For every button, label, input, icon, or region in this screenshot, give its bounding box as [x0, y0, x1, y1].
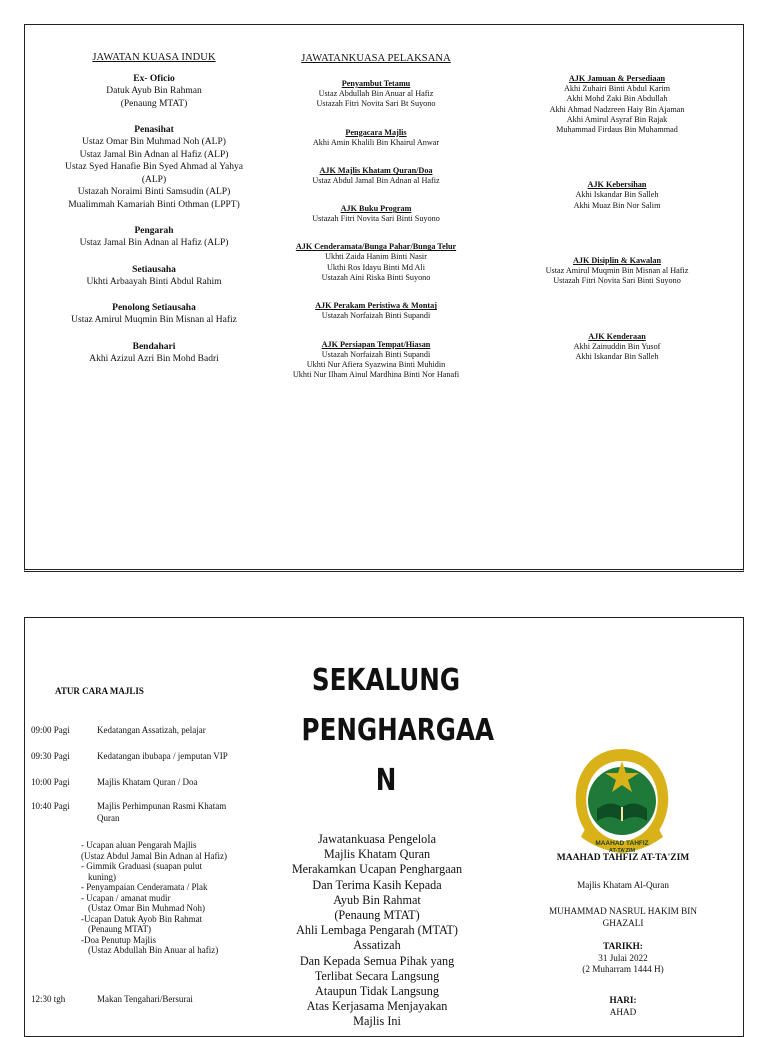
committee-member: Muhammad Firdaus Bin Muhammad	[556, 125, 678, 135]
schedule-desc: Kedatangan ibubapa / jemputan VIP	[97, 751, 228, 761]
committee-member: Akhi Iskandar Bin Salleh	[575, 190, 659, 200]
date-label: TARIKH:	[603, 941, 643, 951]
committee-member: Ustazah Noraimi Binti Samsudin (ALP)	[77, 187, 231, 197]
sub-item: - Penyampaian Cenderamata / Plak	[81, 882, 208, 892]
committee-member: Akhi Mohd Zaki Bin Abdullah	[566, 94, 668, 104]
sub-item: (Ustaz Abdullah Bin Anuar al hafiz)	[88, 945, 219, 955]
committee-role-heading: Penolong Setiausaha	[112, 303, 196, 313]
committee-section	[33, 225, 275, 250]
committee-section	[33, 124, 275, 211]
committee-role-heading: AJK Majlis Khatam Quran/Doa	[319, 165, 433, 175]
committee-role-heading: Bendahari	[132, 341, 176, 352]
schedule-desc: Majlis Khatam Quran / Doa	[97, 777, 198, 787]
institution-name: MAAHAD TAHFIZ AT-TA'ZIM	[556, 853, 690, 863]
committee-role-heading: Setiausaha	[132, 264, 176, 275]
ajk-column	[499, 25, 735, 406]
committee-member: (ALP)	[141, 174, 167, 185]
program-page	[24, 617, 744, 1037]
committee-section	[33, 73, 275, 110]
committee-member: Ukhti Arbaayah Binti Abdul Rahim	[86, 276, 222, 287]
committee-member: Ustazah Fitri Novita Sari Binti Suyono	[553, 276, 681, 286]
committee-member: Datuk Ayub Bin Rahman	[106, 86, 202, 96]
committee-section	[33, 341, 275, 366]
committee-member: Ukhti Zaida Hanim Binti Nasir	[325, 252, 427, 262]
student-name	[501, 906, 745, 929]
committee-member: Ustaz Amirul Muqmin Bin Misnan al Hafiz	[71, 315, 237, 325]
committee-role-heading: Penyambut Tetamu	[341, 79, 411, 88]
committee-section	[278, 165, 474, 186]
cover-title	[301, 656, 494, 806]
committee-section	[278, 300, 474, 321]
atur-cara-title: ATUR CARA MAJLIS	[55, 686, 144, 696]
logo-text-bottom: AT-TA'ZIM	[608, 848, 636, 854]
date-block	[501, 941, 745, 976]
committee-member: Ustaz Omar Bin Muhmad Noh (ALP)	[82, 137, 226, 147]
maahad-logo	[567, 743, 677, 863]
pelaksana-sections	[278, 78, 474, 381]
committee-member: (Penaung MTAT)	[120, 98, 188, 109]
committee-member: Akhi Ahmad Nadzreen Haiy Bin Ajaman	[549, 104, 685, 114]
committee-section	[33, 302, 275, 327]
committee-member: Ustazah Aini Riska Binti Suyono	[321, 273, 431, 283]
committee-member: Ukthi Ros Idayu Binti Md Ali	[326, 262, 426, 272]
student-name-line: GHAZALI	[602, 917, 644, 928]
committee-role-heading: AJK Cenderamata/Bunga Pahar/Bunga Telur	[295, 242, 457, 252]
committee-member: Akhi Azizul Azri Bin Mohd Badri	[89, 353, 219, 364]
committee-member: Ustaz Jamal Bin Adnan al Hafiz (ALP)	[79, 238, 229, 248]
committee-role-heading: AJK Kebersihan	[587, 180, 647, 190]
message-line: Jawatankuasa Pengelola	[317, 832, 437, 846]
committee-section	[278, 127, 474, 148]
committee-role-heading: AJK Jamuan & Persediaan	[568, 74, 666, 83]
committee-member: Akhi Amirul Asyraf Bin Rajak	[566, 114, 668, 124]
committee-member: Ustaz Syed Hanafie Bin Syed Ahmad al Yahya	[65, 162, 243, 172]
committee-page	[24, 24, 744, 572]
committee-member: Ukhti Nur Afiera Syazwina Binti Muhidin	[306, 359, 446, 369]
message-line: Dan Terima Kasih Kepada	[312, 877, 442, 892]
day-block	[501, 995, 745, 1018]
message-line: Majlis Ini	[353, 1014, 401, 1029]
date-line: 31 Julai 2022	[598, 952, 648, 963]
message-line: (Penaung MTAT)	[334, 908, 420, 923]
message-line: Assatizah	[353, 938, 401, 953]
committee-member: Akhi Iskandar Bin Salleh	[575, 351, 659, 361]
sub-item: -Doa Penutup Majlis	[81, 934, 156, 945]
committee-member: Ukhti Nur Ilham Ainul Mardhina Binti Nor Hanafi	[292, 370, 460, 380]
committee-role-heading: Penasihat	[134, 125, 174, 135]
day-label: HARI:	[609, 995, 637, 1005]
committee-section	[278, 203, 474, 224]
date-line: (2 Muharram 1444 H)	[582, 964, 664, 974]
cover-title-line: PENGHARGAA	[301, 713, 494, 748]
committee-section	[499, 255, 735, 287]
committee-role-heading: AJK Perakam Peristiwa & Montaj	[315, 301, 437, 311]
committee-role-heading: AJK Persiapan Tempat/Hiasan	[321, 339, 431, 349]
schedule-desc: Makan Tengahari/Bersurai	[97, 994, 193, 1004]
sub-item: (Ustaz Omar Bin Muhmad Noh)	[88, 903, 205, 913]
committee-member: Akhi Amin Khalili Bin Khairul Anwar	[312, 137, 440, 147]
committee-section	[499, 179, 735, 211]
induk-sections	[33, 73, 275, 365]
committee-member: Akhi Zainuddin Bin Yusof	[573, 341, 661, 351]
sub-item: - Ucapan aluan Pengarah Majlis	[81, 840, 197, 850]
committee-section	[278, 339, 474, 381]
committee-member: Ustazah Fitri Novita Sari Binti Suyono	[312, 214, 440, 224]
committee-member: Ustaz Abdullah Bin Anuar al Hafiz	[318, 89, 434, 98]
committee-member: Ustazah Norfaizah Binti Supandi	[321, 311, 431, 321]
committee-role-heading: AJK Kenderaan	[588, 331, 646, 341]
committee-member: Ustazah Fitri Novita Sari Bt Suyono	[316, 99, 436, 109]
committee-section	[33, 264, 275, 289]
student-name-line: MUHAMMAD NASRUL HAKIM BIN	[549, 906, 697, 916]
committee-section	[278, 78, 474, 110]
jawatankuasa-pelaksana-column	[278, 25, 474, 398]
committee-role-heading: AJK Buku Program	[340, 204, 412, 214]
cover-title-line: SEKALUNG	[311, 663, 461, 698]
schedule-time: 09:30 Pagi	[31, 751, 70, 761]
day-value: AHAD	[609, 1006, 637, 1017]
committee-member: Akhi Muaz Bin Nor Salim	[573, 200, 661, 210]
jawatankuasa-induk-title: JAWATAN KUASA INDUK	[92, 52, 216, 63]
sub-item: -Ucapan Datuk Ayob Bin Rahmat	[81, 913, 203, 924]
jawatankuasa-pelaksana-title: JAWATANKUASA PELAKSANA	[301, 53, 451, 64]
committee-member: Ustaz Amirul Muqmin Bin Misnan al Hafiz	[545, 266, 689, 276]
sub-item: - Gimmik Graduasi (suapan pulut	[81, 861, 202, 871]
committee-member: Ustaz Jamal Bin Adnan al Hafiz (ALP)	[79, 149, 229, 160]
schedule-time: 09:00 Pagi	[31, 725, 70, 735]
committee-role-heading: AJK Disiplin & Kawalan	[572, 256, 662, 266]
committee-role-heading: Pengarah	[134, 226, 174, 236]
committee-section	[499, 73, 735, 135]
committee-member: Ustaz Abdul Jamal Bin Adnan al Hafiz	[312, 175, 440, 185]
message-line: Merakamkan Ucapan Penghargaan	[291, 862, 463, 877]
sub-item: - Ucapan / amanat mudir	[81, 892, 171, 903]
schedule-time: 10:00 Pagi	[31, 777, 70, 787]
message-line: Dan Kepada Semua Pihak yang	[299, 953, 455, 968]
committee-role-heading: Pengacara Majlis	[345, 127, 407, 137]
logo-text-top: MAAHAD TAHFIZ	[595, 840, 649, 847]
committee-role-heading: Ex- Oficio	[133, 74, 175, 84]
book-spine-icon	[621, 807, 623, 821]
schedule-desc: Kedatangan Assatizah, pelajar	[97, 725, 206, 735]
message-line: Ataupun Tidak Langsung	[315, 984, 439, 999]
sub-item: (Ustaz Abdul Jamal Bin Adnan al Hafiz)	[81, 850, 227, 861]
appreciation-message	[271, 832, 483, 1030]
committee-member: Mualimmah Kamariah Binti Othman (LPPT)	[68, 199, 240, 210]
message-line: Atas Kerjasama Menjayakan	[306, 999, 448, 1014]
sub-item: (Penaung MTAT)	[88, 924, 152, 934]
committee-member: Ustazah Norfaizah Binti Supandi	[321, 349, 431, 359]
message-line: Majlis Khatam Quran	[323, 847, 431, 862]
ajk-sections	[499, 73, 735, 362]
schedule-time: 10:40 Pagi	[31, 801, 70, 811]
schedule-desc: Majlis Perhimpunan Rasmi Khatam Quran	[97, 801, 227, 823]
cover-title-line: N	[375, 763, 397, 798]
message-line: Ahli Lembaga Pengarah (MTAT)	[296, 923, 458, 938]
jawatankuasa-induk-column	[33, 25, 275, 379]
message-line: Ayub Bin Rahmat	[333, 892, 421, 907]
committee-member: Akhi Zuhairi Binti Abdul Karim	[564, 84, 670, 93]
committee-section	[499, 331, 735, 363]
schedule-time: 12:30 tgh	[31, 994, 66, 1004]
committee-section	[278, 241, 474, 283]
program-sub-items	[81, 840, 271, 956]
message-line: Terlibat Secara Langsung	[314, 968, 440, 983]
sub-item: kuning)	[88, 871, 116, 882]
event-name: Majlis Khatam Al-Quran	[577, 880, 669, 890]
